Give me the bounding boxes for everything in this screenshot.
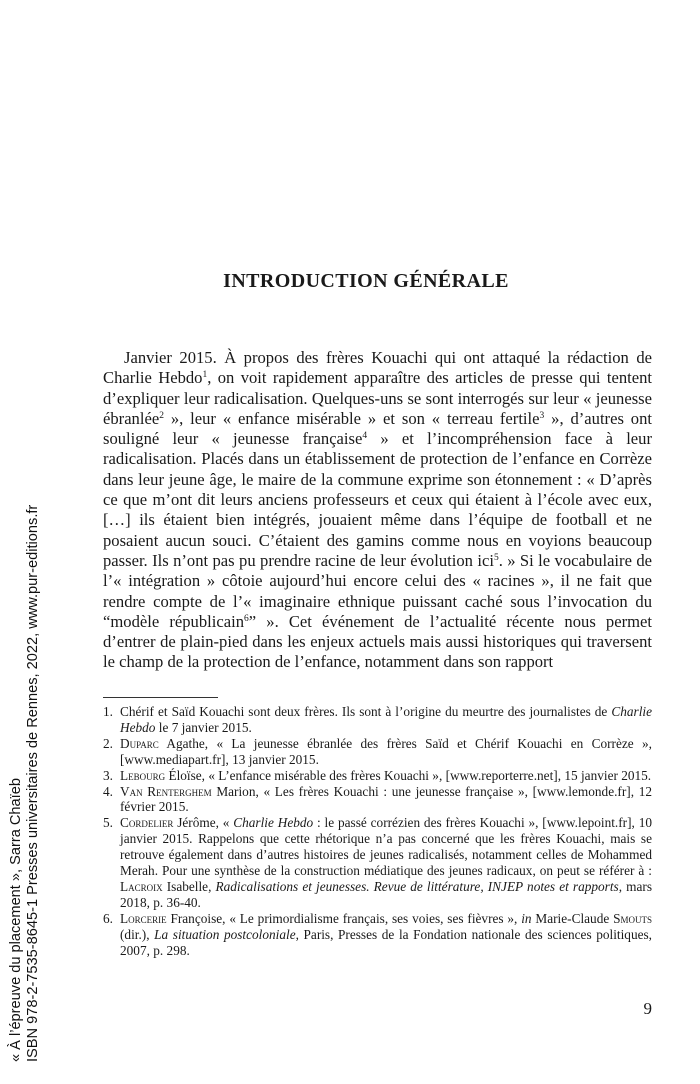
footnote-ref-6: 6 — [244, 613, 249, 624]
footnote-2 — [103, 736, 652, 768]
sidebar-line-1: « À l’épreuve du placement », Sarra Chaïeb — [8, 778, 24, 1062]
footnote-number: 1. — [103, 704, 113, 719]
footnote-text — [120, 768, 652, 784]
footnote-number: 2. — [103, 735, 113, 751]
text-run: , on voit rapidement apparaître des articles de presse qui tentent d’expliquer leur radicalisation. Quelques-uns se sont interrogés sur leur « jeunesse ébranlée — [103, 368, 653, 428]
body-paragraph — [103, 348, 652, 673]
italic-run: Radicalisations et jeunesses. Revue de littérature, INJEP notes et rapports — [215, 878, 619, 894]
author-name: Lacroix — [120, 878, 163, 894]
page-number: 9 — [643, 999, 652, 1018]
author-name: Lebourg — [120, 767, 166, 783]
author-name: Cordelier — [120, 815, 174, 831]
footnote-3 — [103, 768, 652, 784]
sidebar-line-2: ISBN 978-2-7535-8645-1 Presses universitaires de Rennes, 2022, www.pur-editions.fr — [25, 504, 41, 1062]
text-run: Jérôme, « — [173, 815, 234, 831]
text-run: Marie-Claude — [531, 910, 614, 926]
footnote-4 — [103, 784, 652, 816]
author-name: Duparc — [120, 735, 159, 751]
text-run: le 7 janvier 2015. — [155, 719, 252, 735]
footnote-number: 6. — [103, 910, 113, 926]
copyright-sidebar — [0, 0, 60, 1084]
footnote-number: 4. — [103, 783, 113, 799]
footnote-ref-3: 3 — [539, 410, 545, 421]
text-run: Éloïse, « L’enfance misérable des frères Kouachi », [www.reporterre.net], 15 janvier 2015. — [165, 767, 652, 783]
text-run: (dir.), — [120, 926, 155, 942]
text-run: ” ». Cet événement de l’actualité récente nous permet d’entrer de plain-pied dans les enjeux actuels mais aussi historiques qui traversent le champ de la protection de l’enfance, notamment dans son rapport — [103, 611, 652, 672]
text-run: Marion, « Les frères Kouachi : une jeunesse française », [www.lemonde.fr], 12 février 2015. — [120, 783, 652, 815]
footnote-text — [120, 704, 652, 736]
footnote-5 — [103, 815, 652, 910]
text-run: Janvier 2015. À propos des frères Kouachi qui ont attaqué la rédaction de Charlie Hebdo — [103, 348, 652, 388]
footnotes — [103, 704, 652, 959]
footnote-number: 3. — [103, 767, 113, 783]
footnote-text — [120, 815, 652, 910]
footnote-text — [120, 911, 652, 959]
author-name: Smouts — [613, 910, 652, 926]
footnote-ref-4: 4 — [362, 431, 368, 442]
italic-run: Charlie Hebdo — [233, 815, 314, 831]
footnote-6 — [103, 911, 652, 959]
italic-run: Charlie Hebdo — [120, 704, 652, 735]
chapter-title: INTRODUCTION GÉNÉRALE — [223, 270, 509, 292]
text-run: Agathe, « La jeunesse ébranlée des frères Saïd et Chérif Kouachi en Corrèze », [www.mediapart.fr], 13 janvier 2015. — [120, 735, 652, 767]
text-run: . » Si le vocabulaire de l’« intégration » côtoie aujourd’hui encore celui des « racines », il ne fait que rendre compte de l’« imaginaire ethnique puissant caché sous l’invocation du “modèle républicain — [103, 550, 652, 631]
text-run: », d’autres ont souligné leur « jeunesse française — [103, 408, 652, 449]
footnote-ref-2: 2 — [159, 410, 164, 421]
text-run: » et l’incompréhension face à leur radicalisation. Placés dans un établissement de protection de l’enfance en Corrèze dans leur jeune âge, le maire de la commune exprime son étonnement : « D’après ce que m’ont dit leurs anciens professeurs et ceux qui étaient à l’école avec eux, […] ils étaient bien intégrés, jouaient même dans l’équipe de football et ne posaient aucun souci. C’étaient des gamins comme nous en voyions beaucoup passer. Ils n’ont pas pu prendre racine de leur évolution ici — [103, 429, 652, 570]
footnote-1 — [103, 704, 652, 736]
footnote-text — [120, 784, 652, 816]
text-run: Chérif et Saïd Kouachi sont deux frères. Ils sont à l’origine du meurtre des journalistes de — [120, 704, 612, 719]
italic-run: in — [521, 910, 532, 926]
text-run: , mars 2018, p. 36-40. — [120, 878, 652, 910]
text-run: », leur « enfance misérable » et son « terreau fertile — [163, 408, 540, 428]
text-run: Françoise, « Le primordialisme français, ses voies, ses fièvres », — [166, 910, 522, 926]
footnote-text — [120, 736, 652, 768]
footnote-separator — [103, 697, 218, 698]
text-run: , Paris, Presses de la Fondation nationale des sciences politiques, 2007, p. 298. — [120, 926, 652, 958]
footnote-ref-5: 5 — [493, 552, 499, 563]
text-run: Isabelle, — [162, 878, 216, 894]
author-name: Van Renterghem — [120, 783, 212, 799]
footnote-number: 5. — [103, 815, 113, 831]
text-run: : le passé corrézien des frères Kouachi », [www.lepoint.fr], 10 janvier 2015. Rappelons que cette rhétorique n’a pas concerné que les frères Kouachi, mais se retrouve également dans d’autres histoires de jeunes radicalisés, notamment celles de Mohammed Merah. Pour une synthèse de la construction médiatique des jeunes radicaux, on peut se référer à : — [120, 815, 652, 879]
italic-run: La situation postcoloniale — [154, 926, 296, 942]
body-text — [103, 348, 652, 673]
author-name: Lorcerie — [120, 910, 167, 926]
footnote-ref-1: 1 — [202, 370, 208, 381]
